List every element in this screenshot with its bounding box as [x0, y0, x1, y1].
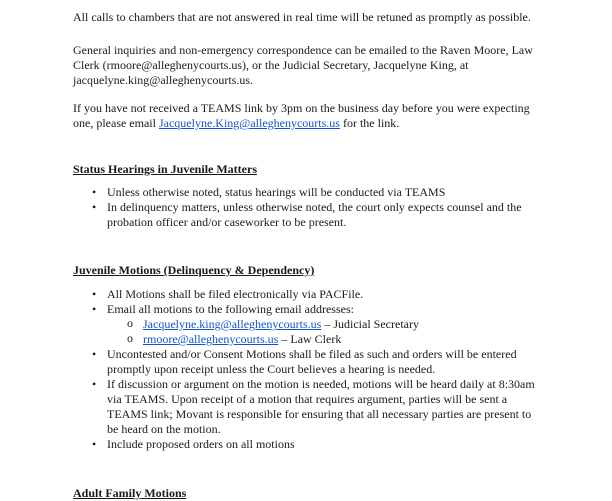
list-item: • Unless otherwise noted, status hearings will be conducted via TEAMS: [73, 185, 543, 200]
list-item: [73, 302, 543, 347]
sub-list-item: [107, 317, 543, 332]
law-clerk-role: – Law Clerk: [278, 332, 342, 346]
secretary-email-link[interactable]: Jacquelyne.King@alleghenycourts.us: [158, 116, 340, 130]
list-item: • If discussion or argument on the motion is needed, motions will be heard daily at 8:30am via TEAMS. Upon receipt of a motion that requires argument, parties will be sent a TEAMS link; Movant is responsible for ensuring that all necessary parties are present to be heard on the motion.: [73, 377, 543, 437]
list-item: • All Motions shall be filed electronically via PACFile.: [73, 287, 543, 302]
inquiries-paragraph: General inquiries and non-emergency correspondence can be emailed to the Raven Moore, Law Clerk (rmoore@alleghenycourts.us), or the Judicial Secretary, Jacquelyne King, at jacquelyne.king@alleghenycourts.us.: [73, 43, 533, 87]
status-hearings-list: [73, 185, 543, 230]
teams-link-paragraph: [73, 101, 543, 131]
list-item-text: Email all motions to the following email addresses:: [107, 302, 354, 316]
adult-family-motions-heading: Adult Family Motions: [73, 486, 187, 500]
secretary-role: – Judicial Secretary: [321, 317, 419, 331]
juvenile-motions-list: [73, 287, 543, 452]
list-item: • In delinquency matters, unless otherwise noted, the court only expects counsel and the probation officer and/or caseworker to be present.: [73, 200, 543, 230]
juvenile-motions-heading: Juvenile Motions (Delinquency & Dependency): [73, 263, 315, 277]
secretary-email-link[interactable]: Jacquelyne.king@alleghenycourts.us: [143, 317, 322, 331]
teams-link-text-after: for the link.: [339, 116, 400, 130]
calls-paragraph: All calls to chambers that are not answered in real time will be retuned as promptly as possible.: [73, 10, 531, 24]
list-item: • Include proposed orders on all motions: [73, 437, 543, 452]
teams-link-text-before: If you have not received a TEAMS link by 3pm on the business day before you were expecting one, please email: [73, 101, 530, 130]
law-clerk-email-link[interactable]: rmoore@alleghenycourts.us: [143, 332, 279, 346]
email-address-list: [107, 317, 543, 347]
list-item: • Uncontested and/or Consent Motions shall be filed as such and orders will be entered promptly upon receipt unless the Court believes a hearing is needed.: [73, 347, 543, 377]
status-hearings-heading: Status Hearings in Juvenile Matters: [73, 162, 257, 176]
sub-list-item: [107, 332, 543, 347]
